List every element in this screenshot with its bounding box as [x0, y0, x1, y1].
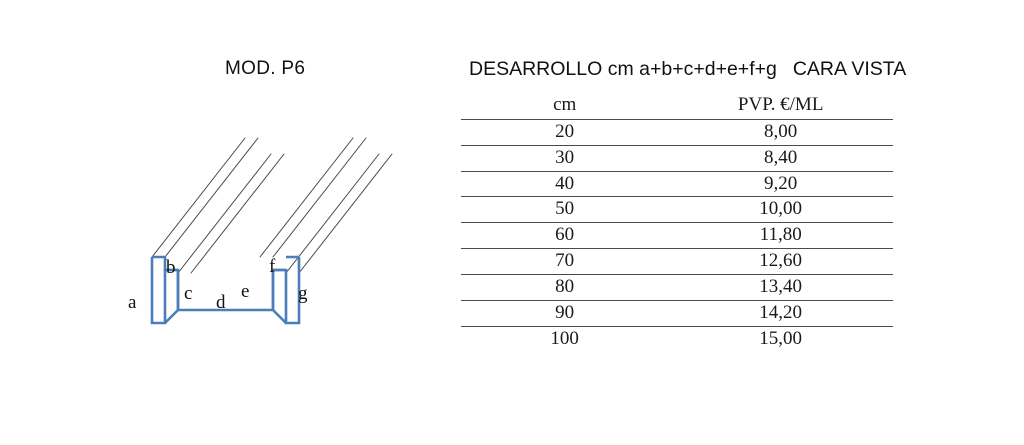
dimension-letter-e: e: [241, 281, 250, 302]
cell-cm: 30: [461, 145, 668, 171]
table-row: [461, 145, 893, 171]
price-table-body: [461, 119, 893, 351]
cell-price: 8,40: [668, 145, 893, 171]
dimension-letter-c: c: [184, 283, 193, 304]
column-header-price: PVP. €/ML: [668, 93, 893, 119]
price-table: [461, 93, 893, 351]
table-row: [461, 274, 893, 300]
price-table-head: [461, 93, 893, 119]
cell-price: 13,40: [668, 274, 893, 300]
table-header-row: [461, 93, 893, 119]
cell-cm: 20: [461, 119, 668, 145]
table-row: [461, 300, 893, 326]
table-heading: [469, 58, 906, 81]
table-row: [461, 249, 893, 275]
cell-cm: 80: [461, 274, 668, 300]
dimension-letter-a: a: [128, 292, 137, 313]
dimension-letter-g: g: [298, 283, 308, 304]
cell-price: 8,00: [668, 119, 893, 145]
table-heading-side: CARA VISTA: [792, 58, 907, 80]
cell-cm: 70: [461, 249, 668, 275]
cell-cm: 50: [461, 197, 668, 223]
cell-price: 14,20: [668, 300, 893, 326]
cell-cm: 90: [461, 300, 668, 326]
cell-cm: 100: [550, 327, 579, 349]
cell-price: 12,60: [668, 249, 893, 275]
table-row: [461, 326, 893, 351]
model-label: MOD. P6: [225, 58, 306, 79]
cell-price: 9,20: [668, 171, 893, 197]
dimension-letter-f: f: [269, 256, 276, 277]
cell-price: 11,80: [668, 223, 893, 249]
drawing-panel: [0, 0, 450, 445]
cell-cm: 40: [461, 171, 668, 197]
table-heading-main: DESARROLLO cm a+b+c+d+e+f+g: [469, 58, 777, 80]
cell-price: 10,00: [668, 197, 893, 223]
dimension-letter-b: b: [166, 257, 176, 278]
table-row: [461, 223, 893, 249]
cell-price: 15,00: [759, 327, 803, 349]
cell-cm: 60: [461, 223, 668, 249]
dimension-letter-d: d: [216, 292, 226, 313]
table-row: [461, 119, 893, 145]
price-table-panel: [455, 0, 1024, 445]
table-row: [461, 171, 893, 197]
table-row: [461, 197, 893, 223]
column-header-cm: cm: [461, 93, 668, 119]
profile-drawing: [95, 110, 425, 355]
